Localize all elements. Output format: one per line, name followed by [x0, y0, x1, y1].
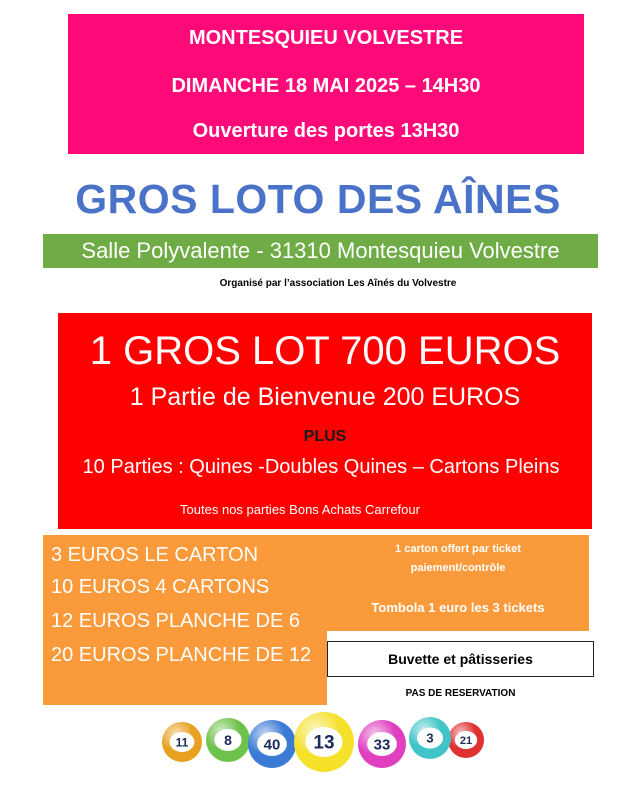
bingo-ball [248, 720, 296, 768]
location-text: MONTESQUIEU VOLVESTRE [188, 27, 464, 49]
doors-opening-text: Ouverture des portes 13H30 [192, 120, 460, 142]
bingo-ball-number: 33 [373, 736, 391, 754]
vouchers-text: Toutes nos parties Bons Achats Carrefour [180, 502, 420, 517]
bingo-ball-number: 3 [426, 730, 434, 746]
no-reservation-text: PAS DE RESERVATION [405, 688, 516, 699]
bingo-balls-illustration [150, 704, 490, 784]
bingo-ball [409, 717, 451, 759]
prizes-panel [58, 313, 592, 529]
plus-text: PLUS [303, 428, 347, 445]
bingo-ball-number: 21 [459, 734, 473, 747]
bingo-ball [358, 720, 406, 768]
bingo-ball-number: 13 [313, 732, 335, 754]
header-banner [68, 14, 584, 154]
price-item: 3 EUROS LE CARTON [51, 544, 259, 566]
bingo-ball-number: 8 [224, 731, 232, 748]
games-text: 10 Parties : Quines -Doubles Quines – Cartons Pleins [82, 456, 560, 478]
price-item: 10 EUROS 4 CARTONS [51, 576, 270, 598]
tombola-text: Tombola 1 euro les 3 tickets [371, 600, 545, 615]
main-prize-text: 1 GROS LOT 700 EUROS [89, 329, 561, 373]
refreshments-box: Buvette et pâtisseries [327, 641, 594, 677]
event-title: GROS LOTO DES AÎNES [75, 176, 561, 222]
price-item: 20 EUROS PLANCHE DE 12 [51, 644, 312, 666]
organizer-text: Organisé par l’association Les Aînés du Volvestre [219, 278, 457, 289]
bingo-ball [206, 718, 250, 762]
bingo-ball [448, 722, 484, 758]
price-item: 12 EUROS PLANCHE DE 6 [51, 610, 300, 632]
offer-panel [327, 535, 589, 631]
payment-check-text: paiement/contrôle [410, 562, 506, 574]
bingo-ball-number: 11 [175, 735, 189, 750]
date-time-text: DIMANCHE 18 MAI 2025 – 14H30 [171, 75, 481, 97]
welcome-game-text: 1 Partie de Bienvenue 200 EUROS [129, 383, 521, 411]
free-card-text: 1 carton offert par ticket [395, 543, 521, 555]
bingo-ball [162, 722, 202, 762]
price-list-panel [43, 535, 327, 705]
venue-banner: Salle Polyvalente - 31310 Montesquieu Volvestre [43, 234, 598, 268]
bingo-ball-number: 40 [263, 736, 281, 754]
bingo-ball [294, 712, 354, 772]
